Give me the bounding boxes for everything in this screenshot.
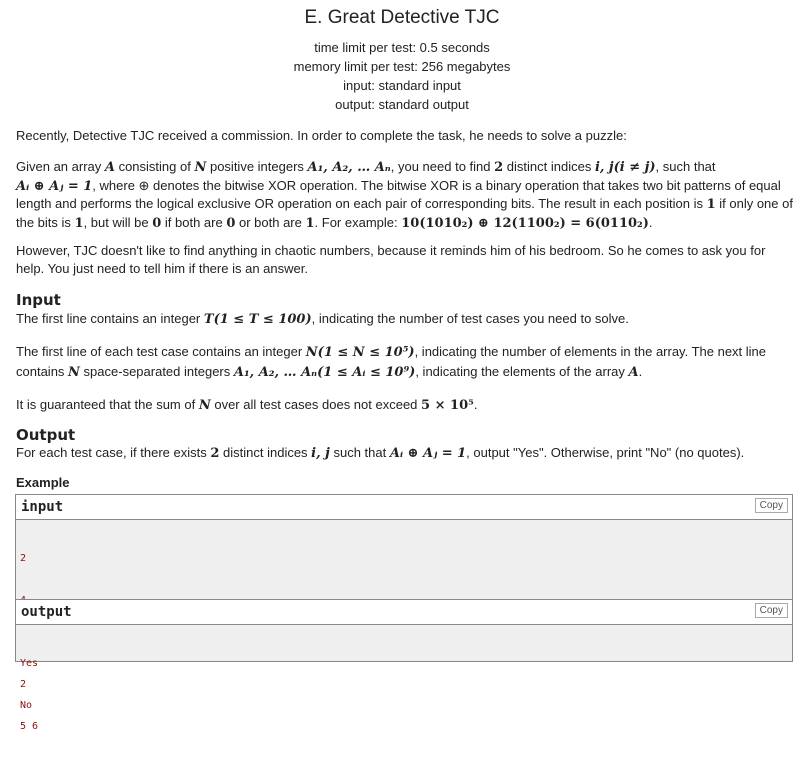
text: consisting of — [114, 159, 195, 174]
example-output-header — [16, 600, 792, 625]
math-one: 1 — [706, 197, 716, 212]
text: or both are — [235, 214, 306, 230]
math-xor-eq: Aᵢ ⊕ Aⱼ = 1 — [389, 446, 467, 461]
text: distinct indices — [219, 445, 312, 460]
input-p2 — [16, 342, 794, 382]
example-output-box — [15, 599, 793, 711]
math-n-range: N(1 ≤ N ≤ 10⁵) — [305, 345, 415, 360]
math-two: 2 — [494, 160, 504, 175]
text: if both are — [161, 214, 227, 230]
text: . For example: — [314, 214, 402, 230]
text: It is guaranteed that the sum of — [16, 397, 199, 412]
text: , but will be — [83, 214, 153, 230]
text: space-separated integers — [79, 364, 234, 379]
input-line: 2 — [20, 553, 27, 564]
math-zero: 0 — [226, 215, 236, 231]
text: , where ⊕ denotes the bitwise XOR operation. The bitwise XOR is a binary operation that takes two bit patterns of equal length and performs the logical exclusive OR operation on each pair of corresponding bits. The result in each position is — [16, 177, 781, 211]
math-n: N — [198, 398, 211, 413]
problem-title: E. Great Detective TJC — [304, 7, 500, 28]
math-seq-range: A₁, A₂, … Aₙ(1 ≤ Aᵢ ≤ 10⁹) — [233, 365, 416, 380]
example-output-lines — [16, 625, 792, 745]
output-line: Yes — [20, 658, 39, 669]
math-zero: 0 — [152, 215, 162, 231]
text: if only one of the bits is — [16, 196, 793, 230]
math-example: 10(1010₂) ⊕ 12(1100₂) = 6(0110₂) — [401, 215, 649, 231]
time-limit: time limit per test: 0.5 seconds — [314, 40, 490, 55]
text: The first line of each test case contains an integer — [16, 344, 306, 359]
example-heading: Example — [16, 475, 70, 490]
statement-p3: However, TJC doesn't like to find anything in chaotic numbers, because it reminds him of his bedroom. So he comes to ask you for help. You just need to tell him if there is an answer. — [16, 243, 766, 276]
example-input-header — [16, 495, 792, 520]
text: . — [638, 364, 643, 379]
output-heading: Output — [16, 426, 76, 444]
math-a: A — [104, 160, 115, 175]
text: , indicating the number of elements in the array. The next line contains — [16, 344, 767, 379]
input-p1 — [16, 310, 794, 328]
math-n: N — [68, 365, 80, 380]
math-ij: i, j — [311, 446, 330, 461]
text: For each test case, if there exists — [16, 445, 211, 460]
math-seq: A₁, A₂, … Aₙ — [307, 160, 391, 175]
output-line: No — [20, 700, 33, 711]
math-sum-bound: 5 × 10⁵ — [421, 398, 474, 413]
input-line: 2 — [20, 679, 27, 690]
copy-output-button[interactable]: Copy — [755, 603, 788, 618]
input-line: 5 6 — [20, 721, 39, 732]
text: positive integers — [206, 159, 308, 174]
math-t-range: T(1 ≤ T ≤ 100) — [203, 312, 312, 327]
math-xor-eq: Aᵢ ⊕ Aⱼ = 1 — [16, 178, 93, 194]
math-one: 1 — [74, 215, 84, 231]
text: over all test cases does not exceed — [210, 397, 422, 412]
input-heading: Input — [16, 291, 61, 309]
text: such that — [329, 445, 390, 460]
text: , output "Yes". Otherwise, print "No" (no quotes). — [466, 445, 745, 460]
math-two: 2 — [210, 446, 220, 461]
math-a: A — [628, 365, 639, 380]
text: Given an array — [16, 159, 105, 174]
text: , you need to find — [390, 159, 495, 174]
copy-input-button[interactable]: Copy — [755, 498, 788, 513]
text: The first line contains an integer — [16, 311, 204, 326]
math-ij: i, j(i ≠ j) — [594, 160, 656, 175]
math-n: N — [194, 160, 207, 175]
output-spec: output: standard output — [335, 97, 469, 112]
text: distinct indices — [503, 159, 595, 174]
input-p3 — [16, 396, 794, 414]
text: . — [648, 214, 653, 230]
text: , indicating the elements of the array — [415, 364, 629, 379]
example-output-label: output — [21, 604, 72, 620]
math-one: 1 — [305, 215, 315, 231]
text: , indicating the number of test cases you need to solve. — [311, 311, 629, 326]
text: . — [473, 397, 478, 412]
memory-limit: memory limit per test: 256 megabytes — [293, 59, 511, 74]
statement-intro: Recently, Detective TJC received a commission. In order to complete the task, he needs to solve a puzzle: — [16, 128, 627, 143]
output-p — [16, 444, 794, 462]
statement-paragraph — [16, 158, 794, 232]
input-spec: input: standard input — [343, 78, 461, 93]
example-input-label: input — [21, 499, 64, 515]
text: , such that — [655, 159, 716, 174]
